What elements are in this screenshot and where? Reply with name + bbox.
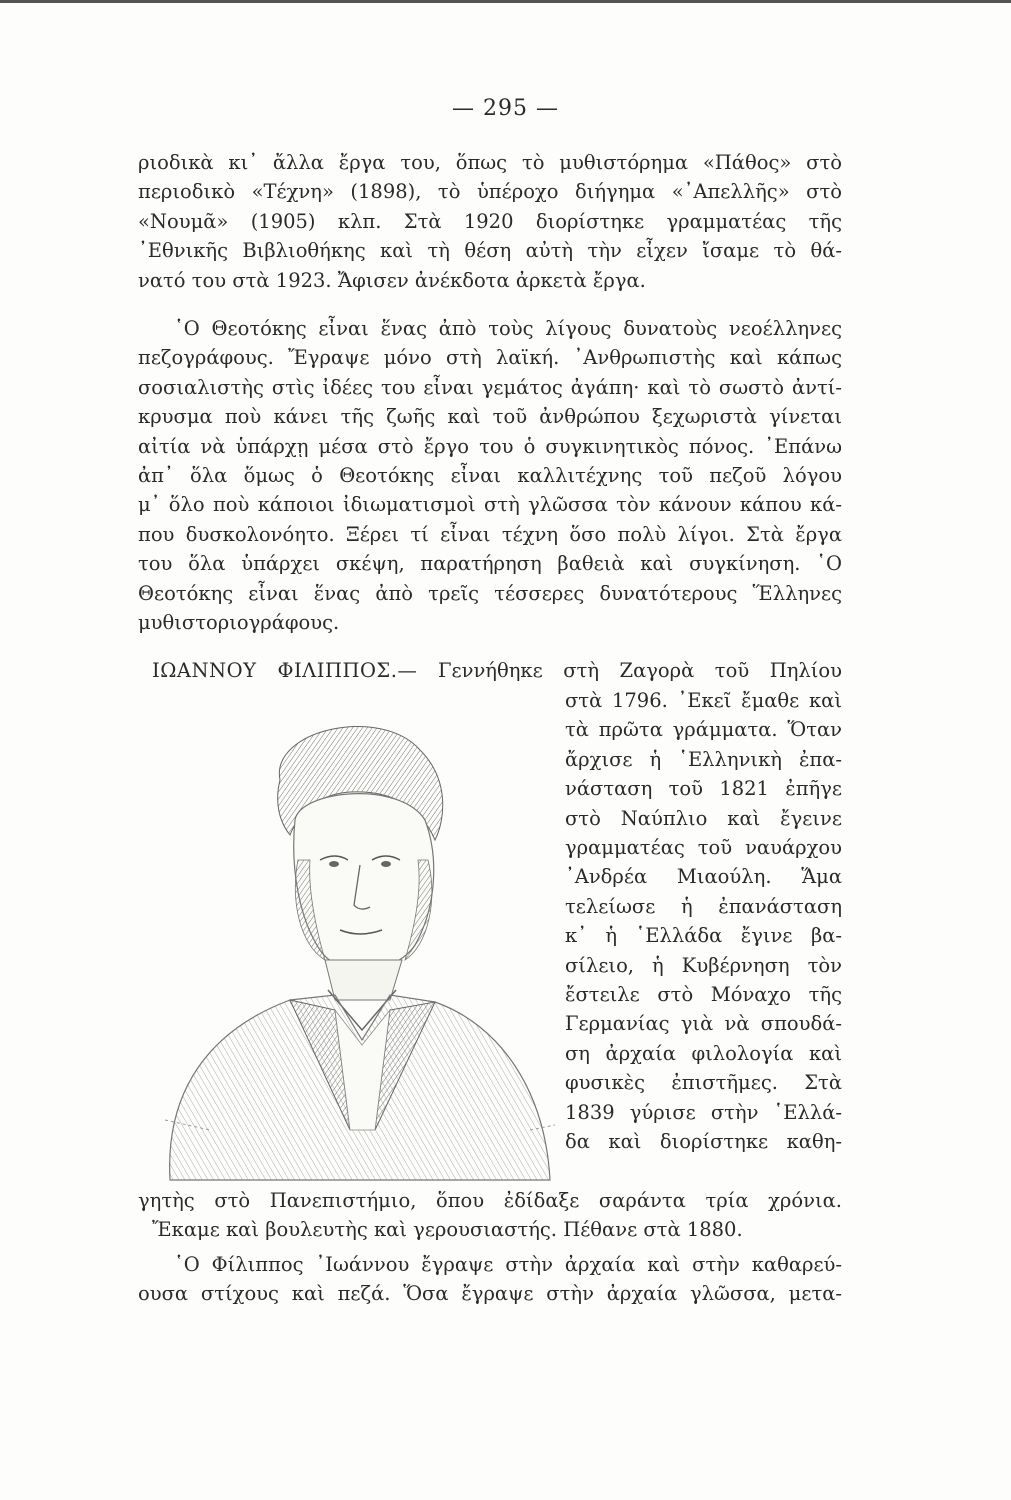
text-line: κ᾿ ἡ ῾Ελλάδα ἔγινε βα-	[565, 924, 842, 948]
text-line: στὰ 1796. ᾿Εκεῖ ἔμαθε καὶ	[565, 689, 842, 712]
text-line: ἀπ᾿ ὅλα ὅμως ὁ Θεοτόκης εἶναι καλλιτέχνης τοῦ πεζοῦ λόγου	[138, 464, 842, 488]
text-line: του ὅλα ὑπάρχει σκέψη, παρατήρηση βαθειὰ καὶ συγκίνηση. ῾Ο	[138, 552, 842, 576]
text-line: κρυσμα ποὺ κάνει τῆς ζωῆς καὶ τοῦ ἀνθρώπου ξεχωριστὰ γίνεται	[138, 405, 842, 429]
text-line: στὸ Ναύπλιο καὶ ἔγεινε	[565, 806, 842, 830]
text-line: σοσιαλιστὴς στὶς ἰδέες του εἶναι γεμάτος ἀγάπη· καὶ τὸ σωστὸ ἀντί-	[138, 375, 842, 399]
text-line: γραμματέας τοῦ ναυάρχου	[565, 836, 842, 860]
text-line: Θεοτόκης εἶναι ἕνας ἀπὸ τρεῖς τέσσερες δυνατότερους Ἕλληνες	[138, 581, 842, 605]
text-line: ᾿Ανδρέα Μιαούλη. Ἅμα	[565, 865, 842, 889]
text-line: δα καὶ διορίστηκε καθη-	[565, 1130, 842, 1154]
text-line: ᾿Εθνικῆς Βιβλιοθήκης καὶ τὴ θέση αὐτὴ τὴν εἶχεν ἴσαμε τὸ θά-	[138, 239, 842, 263]
text-line: νατό του στὰ 1923. Ἄφισεν ἀνέκδοτα ἀρκετὰ ἔργα.	[138, 268, 646, 292]
text-line: γητὴς στὸ Πανεπιστήμιο, ὅπου ἐδίδαξε σαράντα τρία χρόνια.	[138, 1189, 842, 1212]
paragraph-3	[138, 1250, 842, 1309]
text-line: ουσα στίχους καὶ πεζά. Ὅσα ἔγραψε στὴν ἀρχαία γλῶσσα, μετα-	[138, 1282, 842, 1306]
biography-first-line: Γεννήθηκε στὴ Ζαγορὰ τοῦ Πηλίου	[437, 659, 842, 682]
text-line: τὰ πρῶτα γράμματα. Ὅταν	[565, 718, 842, 742]
biography-continuation	[138, 1186, 842, 1245]
portrait-engraving	[150, 710, 562, 1190]
text-line: μ᾿ ὅλο ποὺ κάποιοι ἰδιωματισμοὶ στὴ γλῶσσα τὸν κάνουν κάπου κά-	[138, 493, 842, 517]
text-line: Γερμανίας γιὰ νὰ σπουδά-	[565, 1012, 842, 1036]
text-line: ῾Ο Φίλιππος ᾿Ιωάννου ἔγραψε στὴν ἀρχαία καὶ στὴν καθαρεύ-	[174, 1253, 842, 1276]
page-number: — 295 —	[452, 96, 559, 121]
text-line: ἄρχισε ἡ ῾Ελληνικὴ ἐπα-	[565, 747, 842, 771]
biography-narrow-column	[565, 686, 842, 1157]
text-line: νάσταση τοῦ 1821 ἐπῆγε	[565, 777, 842, 801]
text-line: σίλειο, ἡ Κυβέρνηση τὸν	[565, 953, 842, 977]
text-line: πεζογράφους. Ἔγραψε μόνο στὴ λαϊκή. ᾿Ανθρωπιστὴς καὶ κάπως	[138, 346, 842, 370]
paragraph-1	[138, 148, 842, 295]
paragraph-2	[138, 314, 842, 637]
text-line: Ἔκαμε καὶ βουλευτὴς καὶ γερουσιαστής. Πέθανε στὰ 1880.	[152, 1218, 743, 1242]
page-top-edge	[0, 0, 1011, 3]
text-line: μυθιστοριογράφους.	[138, 611, 340, 635]
text-line: ἔστειλε στὸ Μόναχο τῆς	[565, 983, 842, 1007]
text-line: «Νουμᾶ» (1905) κλπ. Στὰ 1920 διορίστηκε γραμματέας τῆς	[138, 209, 842, 233]
text-line: φυσικὲς ἐπιστῆμες. Στὰ	[565, 1071, 842, 1095]
biography-heading-line	[138, 656, 842, 685]
text-line: ριοδικὰ κι᾿ ἄλλα ἔργα του, ὅπως τὸ μυθιστόρημα «Πάθος» στὸ	[138, 151, 842, 174]
text-line	[138, 656, 842, 685]
text-line: ῾Ο Θεοτόκης εἶναι ἕνας ἀπὸ τοὺς λίγους δυνατοὺς νεοέλληνες	[174, 317, 842, 340]
text-line: αἰτία νὰ ὑπάρχῃ μέσα στὸ ἔργο του ὁ συγκινητικὸς πόνος. ᾿Επάνω	[138, 434, 842, 458]
text-line: περιοδικὸ «Τέχνη» (1898), τὸ ὑπέροχο διήγημα «᾿Απελλῆς» στὸ	[138, 180, 842, 204]
text-line: 1839 γύρισε στὴν ῾Ελλά-	[565, 1100, 842, 1124]
text-line: τελείωσε ἡ ἐπανάσταση	[565, 894, 842, 918]
text-line: που δυσκολονόητο. Ξέρει τί εἶναι τέχνη ὅσο πολὺ λίγοι. Στὰ ἔργα	[138, 522, 842, 546]
biography-heading: ΙΩΑΝΝΟΥ ΦΙΛΙΠΠΟΣ.—	[152, 659, 418, 682]
text-line: ση ἀρχαία φιλολογία καὶ	[565, 1041, 842, 1065]
